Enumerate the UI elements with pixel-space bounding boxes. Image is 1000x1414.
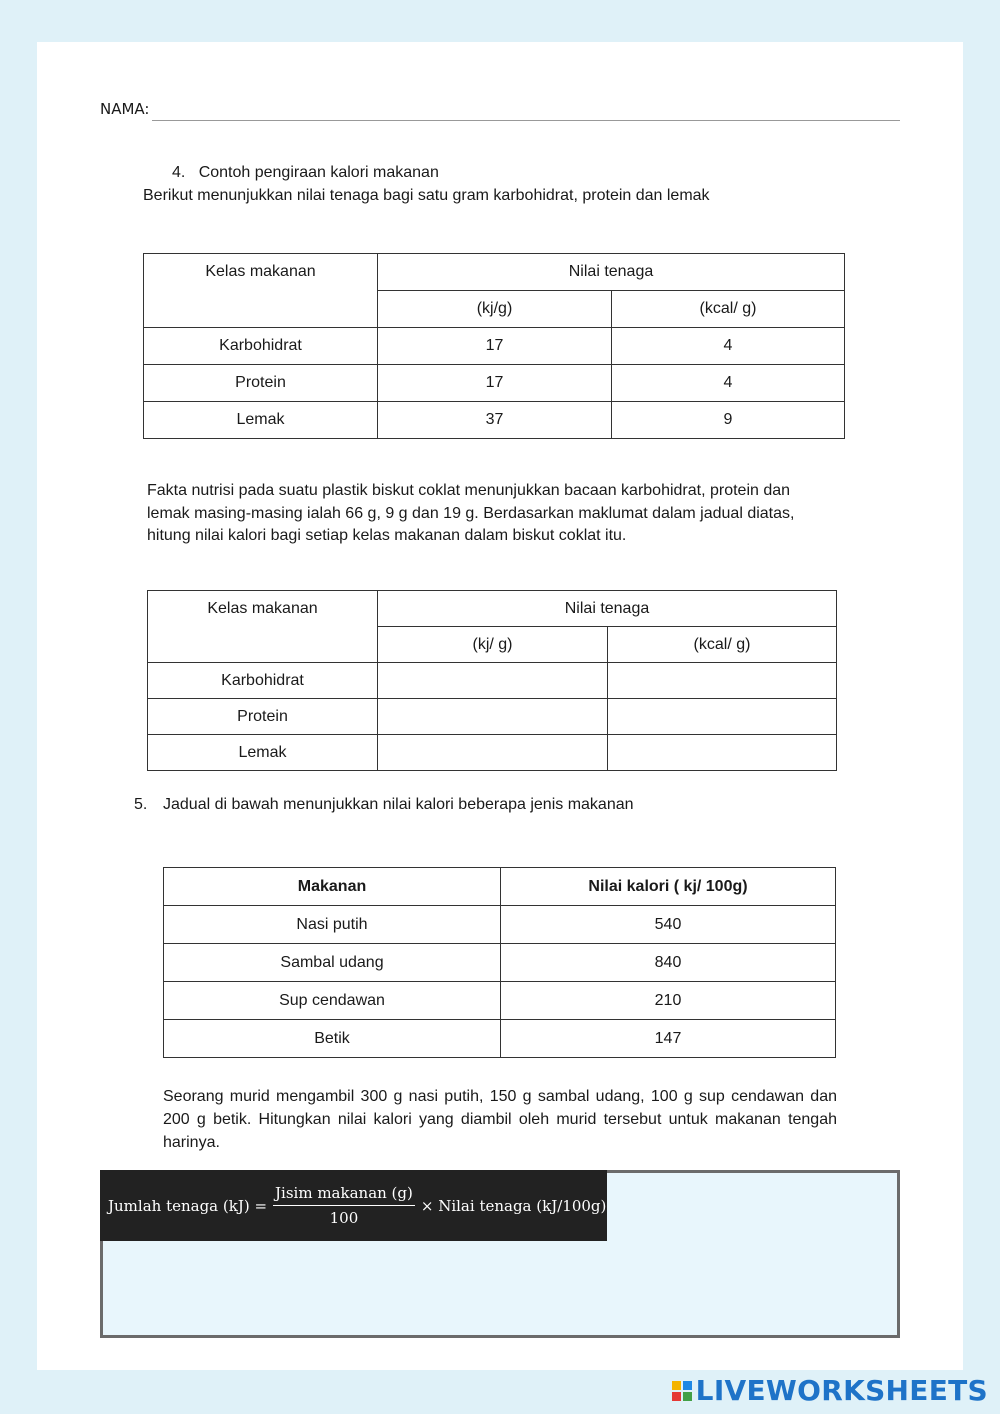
- table-row: [148, 699, 837, 735]
- question-5-title-text: Jadual di bawah menunjukkan nilai kalori beberapa jenis makanan: [163, 796, 634, 813]
- table-header: Kelas makanan: [144, 254, 378, 328]
- table-cell: Sambal udang: [164, 944, 501, 982]
- table-cell: 9: [612, 402, 845, 439]
- formula-denominator: 100: [329, 1209, 359, 1227]
- table-row: [164, 906, 836, 944]
- question-4-title: [172, 164, 439, 182]
- table-subheader: (kj/g): [378, 291, 612, 328]
- energy-per-gram-table: [143, 253, 845, 439]
- table-row: [148, 663, 837, 699]
- table-cell: 840: [501, 944, 836, 982]
- table-cell: Lemak: [144, 402, 378, 439]
- table-subheader: (kcal/ g): [608, 627, 837, 663]
- table-header: Nilai tenaga: [378, 591, 837, 627]
- liveworksheets-brand-text: LIVEWORKSHEETS: [695, 1374, 988, 1407]
- table-row: [144, 328, 845, 365]
- liveworksheets-logo: [672, 1374, 988, 1407]
- table-header: Makanan: [164, 868, 501, 906]
- table-row: [164, 1020, 836, 1058]
- table-cell: Betik: [164, 1020, 501, 1058]
- biscuit-calorie-table: [147, 590, 837, 771]
- table-header: Nilai kalori ( kj/ 100g): [501, 868, 836, 906]
- formula-banner: [100, 1170, 607, 1241]
- table-cell: Sup cendawan: [164, 982, 501, 1020]
- table-cell: Karbohidrat: [144, 328, 378, 365]
- table-cell: 4: [612, 328, 845, 365]
- table-cell: 17: [378, 328, 612, 365]
- question-4-title-text: Contoh pengiraan kalori makanan: [198, 164, 439, 181]
- question-4-intro: Berikut menunjukkan nilai tenaga bagi satu gram karbohidrat, protein dan lemak: [143, 187, 710, 204]
- question-5-title: [134, 796, 634, 814]
- table-cell: 540: [501, 906, 836, 944]
- formula-rhs: × Nilai tenaga (kJ/100g): [420, 1196, 607, 1215]
- question-4-number: 4.: [172, 164, 186, 181]
- table-row: [148, 735, 837, 771]
- table-cell: 210: [501, 982, 836, 1020]
- formula-lhs: Jumlah tenaga (kJ) =: [108, 1196, 268, 1215]
- answer-cell[interactable]: [608, 663, 837, 699]
- answer-cell[interactable]: [608, 735, 837, 771]
- answer-cell[interactable]: [378, 735, 608, 771]
- question-5-paragraph: Seorang murid mengambil 300 g nasi putih, 150 g sambal udang, 100 g sup cendawan dan 200 g betik. Hitungkan nilai kalori yang diambil oleh murid tersebut untuk makanan tengah harinya.: [163, 1088, 837, 1151]
- table-cell: 147: [501, 1020, 836, 1058]
- table-row: [164, 944, 836, 982]
- liveworksheets-icon: [672, 1381, 692, 1401]
- table-header: Nilai tenaga: [378, 254, 845, 291]
- table-cell: 17: [378, 365, 612, 402]
- question-5-number: 5.: [134, 796, 148, 813]
- table-cell: Protein: [148, 699, 378, 735]
- formula-fraction: [273, 1184, 415, 1227]
- name-label: NAMA:: [100, 100, 150, 118]
- answer-cell[interactable]: [378, 699, 608, 735]
- table-header: Kelas makanan: [148, 591, 378, 663]
- table-cell: Lemak: [148, 735, 378, 771]
- name-line: [152, 120, 900, 121]
- table-cell: Protein: [144, 365, 378, 402]
- answer-cell[interactable]: [378, 663, 608, 699]
- formula-numerator: Jisim makanan (g): [273, 1184, 415, 1206]
- question-4-paragraph: Fakta nutrisi pada suatu plastik biskut coklat menunjukkan bacaan karbohidrat, protein dan lemak masing-masing ialah 66 g, 9 g dan 19 g. Berdasarkan maklumat dalam jadual diatas, hitung nilai kalori bagi setiap kelas makanan dalam biskut coklat itu.: [147, 482, 795, 544]
- table-row: [144, 402, 845, 439]
- answer-cell[interactable]: [608, 699, 837, 735]
- table-subheader: (kj/ g): [378, 627, 608, 663]
- table-subheader: (kcal/ g): [612, 291, 845, 328]
- table-row: [144, 365, 845, 402]
- table-cell: Nasi putih: [164, 906, 501, 944]
- table-row: [164, 982, 836, 1020]
- food-calorie-table: [163, 867, 836, 1058]
- table-cell: Karbohidrat: [148, 663, 378, 699]
- table-cell: 37: [378, 402, 612, 439]
- table-cell: 4: [612, 365, 845, 402]
